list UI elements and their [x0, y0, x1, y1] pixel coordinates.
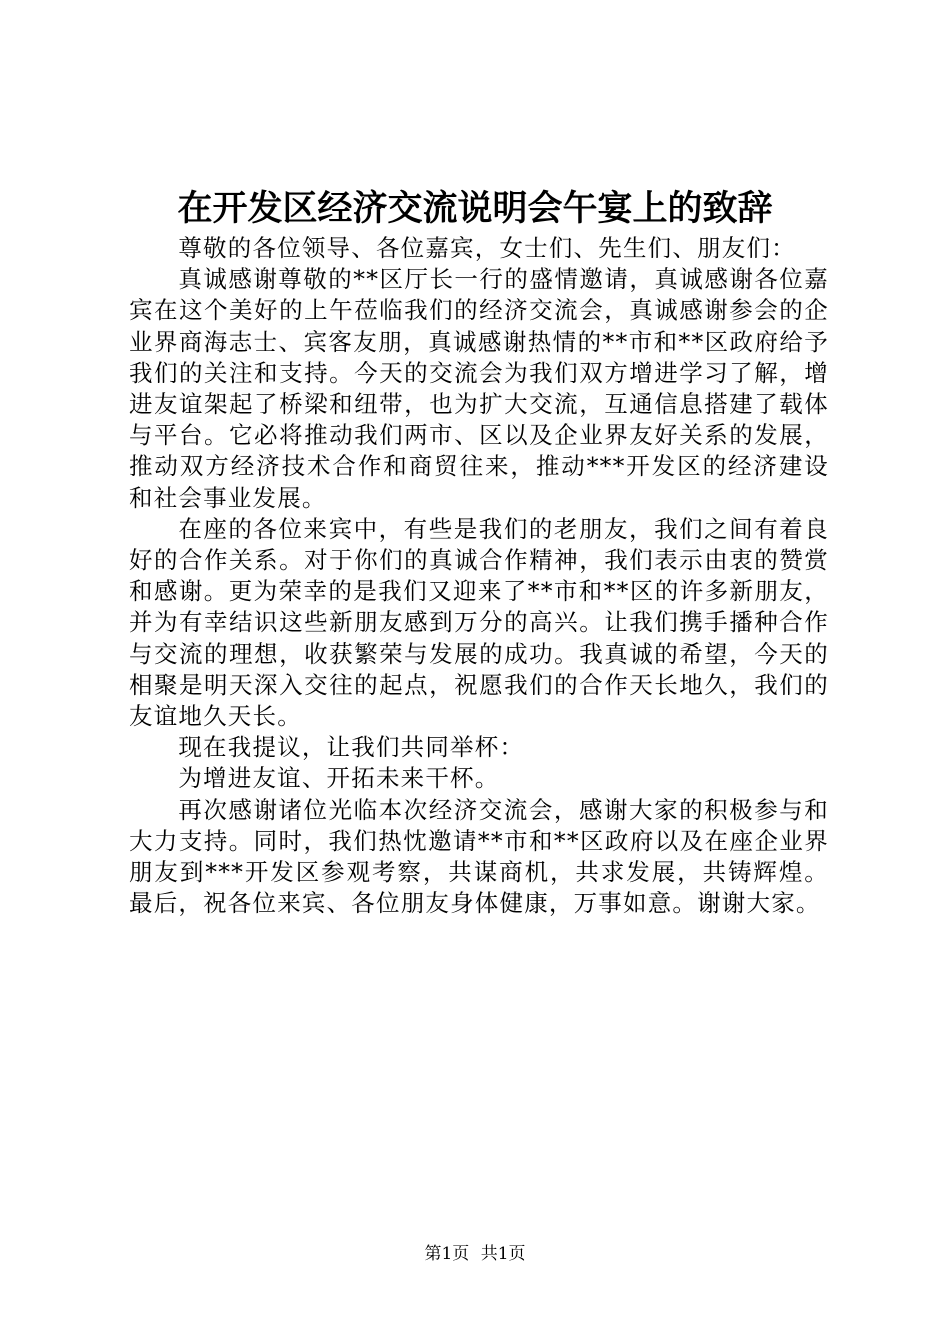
body-paragraph: 现在我提议，让我们共同举杯：	[178, 733, 525, 762]
page-footer	[0, 1243, 950, 1265]
page-total: 共1页	[480, 1244, 526, 1264]
body-paragraph: 真诚感谢尊敬的**区厅长一行的盛情邀请，真诚感谢各位嘉宾在这个美好的上午莅临我们的经济交流会，真诚感谢参会的企业界商海志士、宾客友朋，真诚感谢热情的**市和**区政府给予我们的关注和支持。今天的交流会为我们双方增进学习了解，增进友谊架起了桥梁和纽带，也为扩大交流，互通信息搭建了载体与平台。它必将推动我们两市、区以及企业界友好关系的发展，推动双方经济技术合作和商贸往来，推动***开发区的经济建设和社会事业发展。	[129, 265, 829, 512]
body-paragraph: 为增进友谊、开拓未来干杯。	[178, 764, 500, 793]
document-body	[129, 233, 829, 919]
body-paragraph: 再次感谢诸位光临本次经济交流会，感谢大家的积极参与和大力支持。同时，我们热忱邀请**市和**区政府以及在座企业界朋友到***开发区参观考察，共谋商机，共求发展，共铸辉煌。最后，祝各位来宾、各位朋友身体健康，万事如意。谢谢大家。	[129, 795, 829, 918]
salutation-paragraph: 尊敬的各位领导、各位嘉宾，女士们、先生们、朋友们：	[178, 234, 796, 262]
page-number: 第1页	[424, 1244, 470, 1264]
document-title: 在开发区经济交流说明会午宴上的致辞	[177, 188, 773, 229]
body-paragraph: 在座的各位来宾中，有些是我们的老朋友，我们之间有着良好的合作关系。对于你们的真诚合作精神，我们表示由衷的赞赏和感谢。更为荣幸的是我们又迎来了**市和**区的许多新朋友，并为有幸结识这些新朋友感到万分的高兴。让我们携手播种合作与交流的理想，收获繁荣与发展的成功。我真诚的希望，今天的相聚是明天深入交往的起点，祝愿我们的合作天长地久，我们的友谊地久天长。	[129, 514, 829, 731]
